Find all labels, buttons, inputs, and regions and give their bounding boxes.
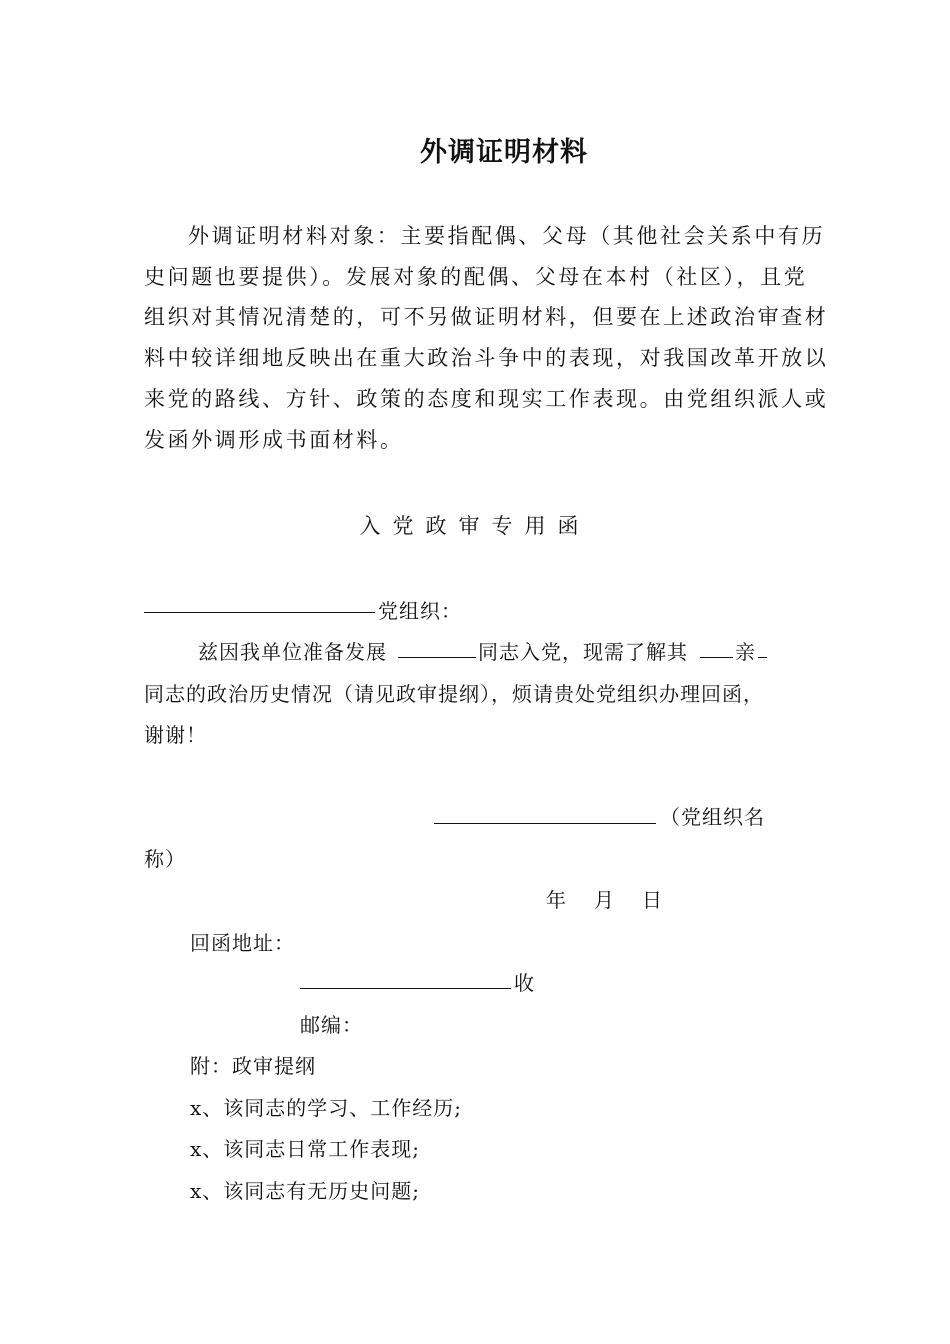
org-name-blank bbox=[434, 823, 656, 824]
intro-line-5: 来党的路线、方针、政策的态度和现实工作表现。由党组织派人或 bbox=[144, 387, 829, 411]
body-line3: 谢谢！ bbox=[144, 723, 207, 747]
outline-item-2: x、该同志日常工作表现; bbox=[190, 1137, 421, 1161]
reply-address-label: 回函地址： bbox=[190, 931, 295, 955]
document-title: 外调证明材料 bbox=[420, 137, 588, 168]
body-line1-end: 亲 bbox=[735, 640, 756, 664]
body-line2: 同志的政治历史情况（请见政审提纲），烦请贵处党组织办理回函， bbox=[144, 682, 764, 706]
intro-line-1: 外调证明材料对象：主要指配偶、父母（其他社会关系中有历 bbox=[188, 224, 826, 248]
receive-label: 收 bbox=[514, 971, 535, 995]
intro-line-6: 发函外调形成书面材料。 bbox=[144, 428, 404, 452]
candidate-name-blank bbox=[398, 657, 476, 658]
org-name-label: （党组织名 bbox=[660, 805, 765, 829]
reply-address-blank bbox=[300, 988, 511, 989]
body-line1-middle: 同志入党，现需了解其 bbox=[478, 640, 688, 664]
postcode-label: 邮编： bbox=[300, 1013, 363, 1037]
org-name-label-cont: 称） bbox=[144, 847, 186, 871]
relation-blank bbox=[700, 657, 733, 658]
attachment-label: 附：政审提纲 bbox=[190, 1054, 316, 1078]
relation-blank-tail bbox=[758, 657, 767, 658]
intro-line-4: 料中较详细地反映出在重大政治斗争中的表现，对我国改革开放以 bbox=[144, 346, 829, 370]
outline-item-1: x、该同志的学习、工作经历; bbox=[190, 1096, 463, 1120]
addressee-blank-line bbox=[144, 612, 375, 613]
outline-item-3: x、该同志有无历史问题; bbox=[190, 1179, 421, 1203]
intro-line-3: 组织对其情况清楚的，可不另做证明材料，但要在上述政治审查材 bbox=[144, 305, 829, 329]
intro-line-2: 史问题也要提供）。发展对象的配偶、父母在本村（社区），且党 bbox=[144, 265, 808, 289]
date-line: 年 月 日 bbox=[546, 888, 666, 912]
addressee-suffix: 党组织： bbox=[378, 599, 462, 623]
body-line1-start: 兹因我单位准备发展 bbox=[198, 640, 387, 664]
letter-heading: 入党政审专用函 bbox=[359, 514, 591, 538]
